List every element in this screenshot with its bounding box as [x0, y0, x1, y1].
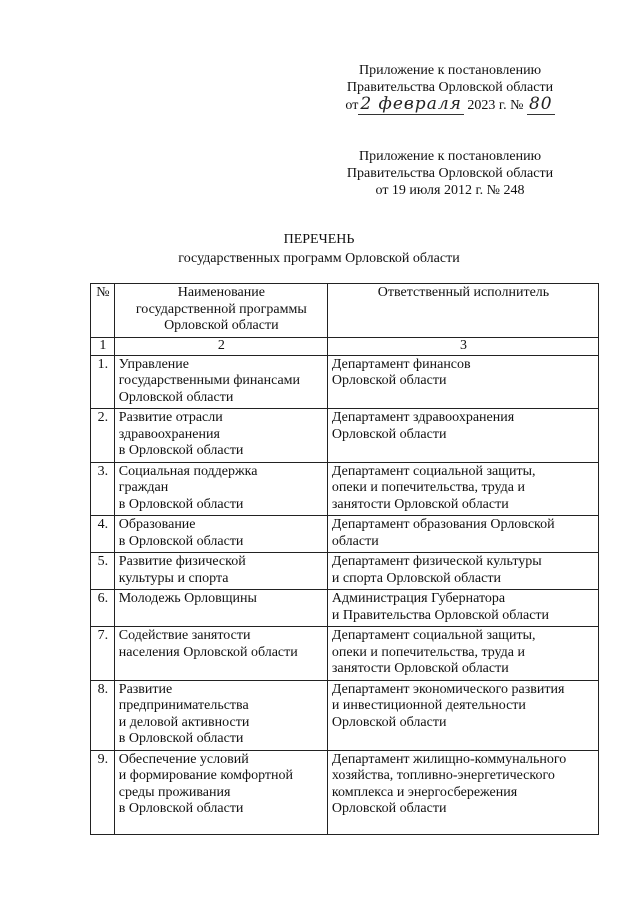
program-name: Социальная поддержка граждан в Орловской области — [114, 462, 327, 516]
program-name: Содействие занятости населения Орловской области — [114, 627, 327, 681]
executor-name: Департамент жилищно-коммунального хозяйства, топливно-энергетического комплекса и энергосбережения Орловской области — [327, 750, 598, 834]
header1-line1: Приложение к постановлению — [358, 63, 542, 78]
row-number: 6. — [91, 590, 115, 627]
document-title: ПЕРЕЧЕНЬ — [283, 232, 355, 247]
header-number: № — [91, 284, 115, 338]
table-row — [91, 590, 599, 627]
executor-name: Департамент образования Орловской области — [327, 516, 598, 553]
program-name: Развитие отрасли здравоохранения в Орловской области — [114, 409, 327, 463]
table-row — [91, 409, 599, 463]
handwritten-number: 80 — [528, 94, 553, 114]
header1-line2: Правительства Орловской области — [346, 80, 554, 95]
table-row — [91, 627, 599, 681]
col-number-1: 1 — [91, 337, 115, 355]
header-executor: Ответственный исполнитель — [327, 284, 598, 338]
program-name: Образование в Орловской области — [114, 516, 327, 553]
executor-name: Департамент физической культуры и спорта Орловской области — [327, 553, 598, 590]
program-name: Развитие предпринимательства и деловой активности в Орловской области — [114, 680, 327, 750]
table-row — [91, 516, 599, 553]
col-number-3: 3 — [327, 337, 598, 355]
program-name: Управление государственными финансами Орловской области — [114, 355, 327, 409]
table-row — [91, 680, 599, 750]
executor-name: Администрация Губернатора и Правительства Орловской области — [327, 590, 598, 627]
original-header — [300, 148, 600, 199]
table-row — [91, 462, 599, 516]
row-number: 2. — [91, 409, 115, 463]
header1-date-line — [300, 96, 600, 114]
row-number: 5. — [91, 553, 115, 590]
row-number: 1. — [91, 355, 115, 409]
executor-name: Департамент социальной защиты, опеки и попечительства, труда и занятости Орловской области — [327, 462, 598, 516]
header2-line3: от 19 июля 2012 г. № 248 — [375, 183, 525, 198]
program-name: Развитие физической культуры и спорта — [114, 553, 327, 590]
document-subtitle: государственных программ Орловской области — [178, 251, 460, 266]
row-number: 3. — [91, 462, 115, 516]
programs-table — [90, 283, 599, 835]
column-numbers-row — [91, 337, 599, 355]
table-header-row — [91, 284, 599, 338]
program-name: Обеспечение условий и формирование комфортной среды проживания в Орловской области — [114, 750, 327, 834]
row-number: 8. — [91, 680, 115, 750]
executor-name: Департамент экономического развития и инвестиционной деятельности Орловской области — [327, 680, 598, 750]
program-name: Молодежь Орловщины — [114, 590, 327, 627]
executor-name: Департамент здравоохранения Орловской области — [327, 409, 598, 463]
table-row — [91, 553, 599, 590]
table-row — [91, 355, 599, 409]
header-program-name: Наименование государственной программы Орловской области — [114, 284, 327, 338]
executor-name: Департамент финансов Орловской области — [327, 355, 598, 409]
amendment-header — [300, 62, 600, 114]
table-row — [91, 750, 599, 834]
executor-name: Департамент социальной защиты, опеки и попечительства, труда и занятости Орловской области — [327, 627, 598, 681]
year-text: 2023 г. — [467, 98, 507, 113]
row-number: 9. — [91, 750, 115, 834]
header2-line2: Правительства Орловской области — [346, 166, 554, 181]
row-number: 4. — [91, 516, 115, 553]
col-number-2: 2 — [114, 337, 327, 355]
handwritten-date: 2 февраля — [360, 94, 462, 114]
row-number: 7. — [91, 627, 115, 681]
from-prefix: от — [345, 98, 359, 113]
number-prefix: № — [510, 98, 524, 113]
header2-line1: Приложение к постановлению — [358, 149, 542, 164]
